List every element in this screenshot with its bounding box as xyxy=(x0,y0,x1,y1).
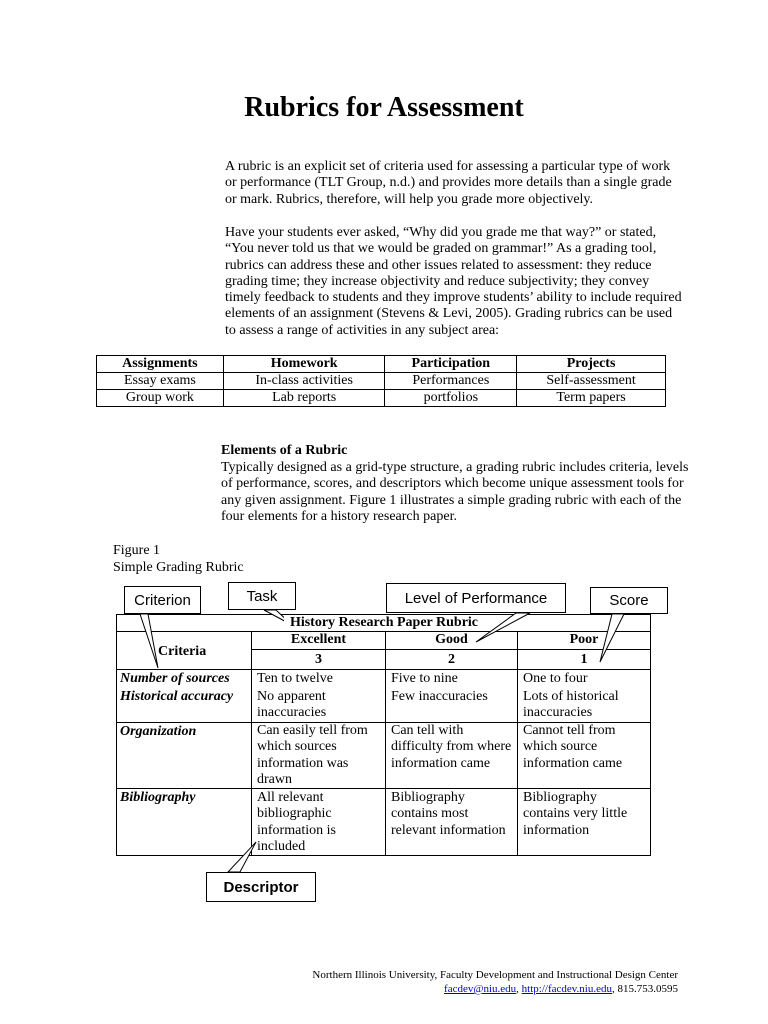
section-heading: Elements of a Rubric xyxy=(221,443,348,458)
figure-caption: Simple Grading Rubric xyxy=(113,560,244,575)
rubric-descriptor: Can tell with difficulty from where information came xyxy=(391,723,512,771)
criterion-pointer xyxy=(140,614,158,668)
callout-level-of-performance: Level of Performance xyxy=(386,583,566,613)
rubric-descriptor: Bibliography contains most relevant information xyxy=(391,790,506,838)
rubric-descriptor: No apparent inaccuracies xyxy=(257,689,327,721)
rubric-criterion: Number of sources xyxy=(120,671,230,686)
footer-contact xyxy=(0,983,678,995)
table-cell: Self-assessment xyxy=(517,373,666,390)
table-header-cell: Assignments xyxy=(97,356,224,373)
footer-separator: , xyxy=(516,983,522,995)
rubric-level-good: Good xyxy=(435,632,468,647)
rubric-descriptor: One to four xyxy=(523,671,588,686)
callout-task: Task xyxy=(228,582,296,610)
rubric-score-3: 3 xyxy=(315,652,322,667)
rubric-descriptor: Few inaccuracies xyxy=(391,689,488,704)
rubric-descriptor: Ten to twelve xyxy=(257,671,333,686)
intro-paragraph-1: A rubric is an explicit set of criteria used for assessing a particular type of work or performance (TLT Group, n.d.) and provides more details than a single grade or mark. Rubrics, therefore, will help you grade more objectively. xyxy=(225,159,672,207)
rubric-descriptor: All relevant bibliographic information is included xyxy=(257,790,336,854)
callout-criterion: Criterion xyxy=(124,586,201,614)
rubric-criterion: Organization xyxy=(120,724,197,739)
table-cell: In-class activities xyxy=(223,373,385,390)
table-cell: Essay exams xyxy=(97,373,224,390)
footer-institution: Northern Illinois University, Faculty Development and Instructional Design Center xyxy=(312,969,678,981)
callout-descriptor: Descriptor xyxy=(206,872,316,902)
email-link[interactable]: facdev@niu.edu xyxy=(444,983,517,995)
rubric-descriptor: Cannot tell from which source information came xyxy=(523,723,623,771)
callout-score: Score xyxy=(590,587,668,614)
intro-paragraph-2: Have your students ever asked, “Why did you grade me that way?” or stated, “You never told us that we would be graded on grammar!” As a grading tool, rubrics can address these and other issues related to assessment: they reduce grading time; they increase objectivity and reduce subjectivity; they convey timely feedback to students and they improve students’ ability to include required elements of an assignment (Stevens & Levi, 2005). Grading rubrics can be used to assess a range of activities in any subject area: xyxy=(225,225,682,338)
footer-phone: , 815.753.0595 xyxy=(612,983,678,995)
rubric-title: History Research Paper Rubric xyxy=(284,615,484,631)
table-header-cell: Projects xyxy=(517,356,666,373)
section-body: Typically designed as a grid-type structure, a grading rubric includes criteria, levels of performance, scores, and descriptors which become unique assessment tools for any given assignment. Figure 1 illustrates a simple grading rubric with each of the four elements for a history research paper. xyxy=(221,460,689,524)
table-header-cell: Participation xyxy=(385,356,517,373)
rubric-score-1: 1 xyxy=(580,652,588,667)
rubric-descriptor: Bibliography contains very little information xyxy=(523,790,628,838)
rubric-level-poor: Poor xyxy=(569,632,599,647)
rubric-criterion: Historical accuracy xyxy=(120,689,234,704)
rubric-level-excellent: Excellent xyxy=(290,632,347,647)
figure-label: Figure 1 xyxy=(113,543,161,558)
rubric-criterion: Bibliography xyxy=(120,790,196,805)
rubric-descriptor: Can easily tell from which sources information was drawn xyxy=(257,723,368,787)
rubric-descriptor: Five to nine xyxy=(391,671,458,686)
rubric-criteria-header: Criteria xyxy=(158,644,207,659)
table-cell: Performances xyxy=(385,373,517,390)
rubric-descriptor: Lots of historical inaccuracies xyxy=(523,689,619,721)
table-header-cell: Homework xyxy=(223,356,385,373)
descriptor-pointer xyxy=(228,842,256,872)
page-title: Rubrics for Assessment xyxy=(244,92,524,123)
table-cell: portfolios xyxy=(385,390,517,407)
table-cell: Term papers xyxy=(517,390,666,407)
rubric-score-2: 2 xyxy=(448,652,455,667)
table-cell: Group work xyxy=(97,390,224,407)
table-cell: Lab reports xyxy=(223,390,385,407)
website-link[interactable]: http://facdev.niu.edu xyxy=(521,983,612,995)
